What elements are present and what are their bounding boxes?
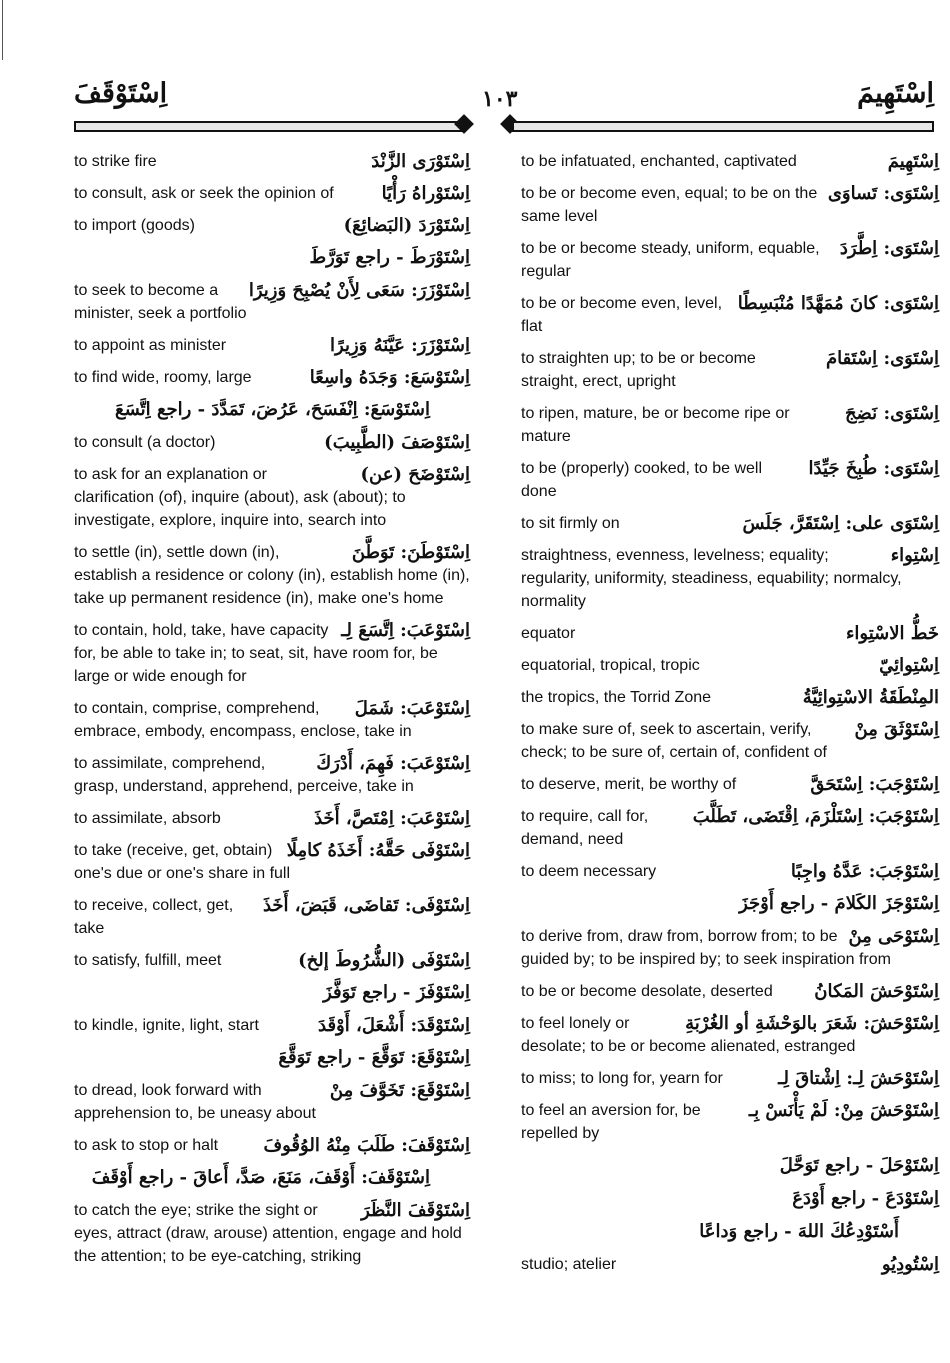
- dictionary-entry: [74, 839, 470, 885]
- arabic-headword: اِسْتَوَى: اِطَّرَدَ: [839, 238, 939, 259]
- dictionary-entry: [521, 686, 939, 709]
- dictionary-entry: [74, 1046, 470, 1070]
- english-definition: to be or become even, equal; to be on the same level: [521, 185, 818, 225]
- arabic-headword: اِسْتَوْطَنَ: تَوَطَّنَ: [351, 542, 470, 563]
- english-definition: to ripen, mature, be or become ripe or mature: [521, 405, 790, 445]
- arabic-headword: اِسْتَوْقَعَ: تَوَقَّعَ - راجع تَوَقَّعَ: [278, 1047, 470, 1068]
- arabic-headword: أَسْتَوْدِعُكَ اللهَ - راجع وَداعًا: [699, 1221, 899, 1242]
- english-definition: to consult (a doctor): [74, 434, 216, 451]
- english-definition: to receive, collect, get, take: [74, 897, 234, 937]
- arabic-headword: خَطُّ الاسْتِواء: [845, 623, 939, 644]
- dictionary-entry: [74, 619, 470, 688]
- english-definition: equatorial, tropical, tropic: [521, 657, 700, 674]
- english-definition: studio; atelier: [521, 1256, 617, 1273]
- english-definition: to feel lonely or desolate; to be or become alienated, estranged: [521, 1015, 856, 1055]
- dictionary-entry: [521, 773, 939, 796]
- arabic-headword: اِسْتَوْعَبَ: فَهِمَ، أَدْرَكَ: [316, 753, 470, 774]
- english-definition: to find wide, roomy, large: [74, 369, 252, 386]
- arabic-headword: اِسْتَوْجَبَ: اِسْتَحَقَّ: [810, 774, 939, 795]
- arabic-headword: اِسْتَوْجَبَ: عَدَّهُ واجِبًا: [790, 861, 939, 882]
- arabic-headword: اِسْتَوْحَلَ - راجع تَوَحَّلَ: [779, 1155, 939, 1176]
- dictionary-entry: [74, 246, 470, 270]
- arabic-headword: اِسْتَوْعَبَ: اِمْتَصَّ، أَخَذَ: [314, 808, 470, 829]
- dictionary-entry: [521, 805, 939, 851]
- arabic-headword: اِسْتَوْقَفَ: أَوْقَفَ، مَنَعَ، صَدَّ، أَعاقَ - راجع أَوْقَفَ: [91, 1167, 430, 1188]
- dictionary-entry: [74, 1134, 470, 1157]
- arabic-headword: اِسْتَوْجَزَ الكَلامَ - راجع أَوْجَزَ: [739, 893, 939, 914]
- english-definition: to seek to become a minister, seek a portfolio: [74, 282, 247, 322]
- english-definition: to settle (in), settle down (in), establish a residence or colony (in), establish home (in), take up permanent residence (in), make one's home: [74, 544, 470, 607]
- arabic-headword: اِسْتَوَى: نَضِجَ: [844, 403, 939, 424]
- dictionary-entry: [74, 807, 470, 830]
- english-definition: to assimilate, comprehend, grasp, understand, apprehend, perceive, take in: [74, 755, 414, 795]
- english-definition: equator: [521, 625, 576, 642]
- dictionary-entry: [74, 949, 470, 972]
- english-definition: to deem necessary: [521, 863, 657, 880]
- english-definition: to derive from, draw from, borrow from; to be guided by; to be inspired by; to seek inspiration from: [521, 928, 891, 968]
- english-definition: to straighten up; to be or become straight, erect, upright: [521, 350, 756, 390]
- dictionary-entry: [521, 182, 939, 228]
- arabic-headword: اِسْتَوَى على: اِسْتَقَرَّ، جَلَسَ: [742, 513, 939, 534]
- arabic-headword: اِسْتُودِيُو: [881, 1254, 939, 1275]
- english-definition: to feel an aversion for, be repelled by: [521, 1102, 701, 1142]
- dictionary-entry: [74, 398, 470, 422]
- english-definition: to make sure of, seek to ascertain, verify, check; to be sure of, certain of, confident of: [521, 721, 827, 761]
- binding-edge: [2, 0, 3, 60]
- arabic-headword: اِسْتَوْفَزَ - راجع تَوَفَّزَ: [323, 982, 470, 1003]
- dictionary-entry: [74, 279, 470, 325]
- arabic-headword: اِسْتَوْقَفَ النَّظَرَ: [361, 1200, 470, 1221]
- arabic-headword: اِسْتَوَى: طُبِخَ جَيِّدًا: [808, 458, 939, 479]
- arabic-headword: اِسْتَوْراهُ رَأْيًا: [381, 183, 470, 204]
- dictionary-entry: [74, 981, 470, 1005]
- dictionary-entry: [521, 860, 939, 883]
- english-definition: to require, call for, demand, need: [521, 808, 649, 848]
- arabic-headword: المِنْطَقَةُ الاسْتِوائِيَّةُ: [802, 687, 939, 708]
- dictionary-entry: [74, 1079, 470, 1125]
- english-definition: to kindle, ignite, light, start: [74, 1017, 259, 1034]
- dictionary-entry: [521, 1220, 939, 1244]
- arabic-headword: اِسْتَوَى: تَساوَى: [827, 183, 939, 204]
- dictionary-entry: [521, 150, 939, 173]
- dictionary-entry: [74, 752, 470, 798]
- arabic-headword: اِسْتَوَى: اِسْتَقامَ: [825, 348, 939, 369]
- dictionary-entry: [74, 214, 470, 237]
- right-guide-word: اِسْتَهِيمَ: [857, 78, 934, 109]
- arabic-headword: اِسْتَوْحَى مِنْ: [848, 926, 939, 947]
- dictionary-entry: [521, 457, 939, 503]
- arabic-headword: اِسْتِوائِيّ: [879, 655, 939, 676]
- left-guide-word: اِسْتَوْقَفَ: [74, 78, 168, 109]
- arabic-headword: اِسْتَوْثَقَ مِنْ: [854, 719, 939, 740]
- arabic-headword: اِسْتَوْعَبَ: اِتَّسَعَ لِـ: [341, 620, 470, 641]
- dictionary-entry: [74, 1014, 470, 1037]
- arabic-headword: اِسْتَوْقَعَ: تَخَوَّفَ مِنْ: [329, 1080, 470, 1101]
- dictionary-entry: [521, 292, 939, 338]
- dictionary-entry: [74, 334, 470, 357]
- english-definition: to be or become even, level, flat: [521, 295, 723, 335]
- english-definition: to be (properly) cooked, to be well done: [521, 460, 763, 500]
- arabic-headword: اِسْتَوْعَبَ: شَمَلَ: [354, 698, 470, 719]
- left-column: [74, 150, 470, 1277]
- english-definition: to sit firmly on: [521, 515, 620, 532]
- arabic-headword: اِسْتَوْجَبَ: اِسْتَلْزَمَ، اِقْتَضَى، تَطَلَّبَ: [692, 806, 939, 827]
- dictionary-entry: [521, 544, 939, 613]
- arabic-headword: اِسْتَوْضَحَ (عن): [360, 464, 470, 485]
- arabic-headword: اِسْتَوْحَشَ لِـ: اِشْتاقَ لِـ: [778, 1068, 939, 1089]
- dictionary-entry: [74, 366, 470, 389]
- dictionary-entry: [521, 1012, 939, 1058]
- arabic-headword: اِسْتَوْرَطَ - راجع تَوَرَّطَ: [309, 247, 470, 268]
- dictionary-entry: [521, 512, 939, 535]
- dictionary-entry: [521, 654, 939, 677]
- arabic-headword: اِسْتَوْقَفَ: طَلَبَ مِنْهُ الوُقُوفَ: [263, 1135, 470, 1156]
- english-definition: straightness, evenness, levelness; equality; regularity, uniformity, steadiness, equability; normalcy, normality: [521, 547, 902, 610]
- arabic-headword: اِسْتَوْدَعَ - راجع أَوْدَعَ: [792, 1188, 939, 1209]
- english-definition: to import (goods): [74, 217, 195, 234]
- dictionary-entry: [521, 925, 939, 971]
- arabic-headword: اِسْتَوْرَى الزَّنْدَ: [371, 151, 470, 172]
- arabic-headword: اِسْتَوْفَى: تَقاضَى، قَبَضَ، أَخَذَ: [262, 895, 470, 916]
- arabic-headword: اِسْتَوْقَدَ: أَشْعَلَ، أَوْقَدَ: [318, 1015, 470, 1036]
- english-definition: to satisfy, fulfill, meet: [74, 952, 222, 969]
- dictionary-entry: [521, 402, 939, 448]
- arabic-headword: اِسْتَوْزَرَ: سَعَى لِأَنْ يُصْبِحَ وَزِيرًا: [248, 280, 470, 301]
- english-definition: to be or become steady, uniform, equable, regular: [521, 240, 820, 280]
- header-rule-right: [512, 121, 934, 132]
- english-definition: to take (receive, get, obtain) one's due or one's share in full: [74, 842, 291, 882]
- dictionary-entry: [74, 1166, 470, 1190]
- english-definition: the tropics, the Torrid Zone: [521, 689, 712, 706]
- dictionary-entry: [521, 1253, 939, 1276]
- arabic-headword: اِسْتَوَى: كانَ مُمَهَّدًا مُنْبَسِطًا: [737, 293, 939, 314]
- dictionary-entry: [521, 1187, 939, 1211]
- dictionary-entry: [74, 541, 470, 610]
- english-definition: to catch the eye; strike the sight or eyes, attract (draw, arouse) attention, engage and hold the attention; to be eye-catching, striking: [74, 1202, 462, 1265]
- dictionary-entry: [521, 622, 939, 645]
- dictionary-entry: [521, 892, 939, 916]
- dictionary-entry: [521, 1154, 939, 1178]
- arabic-headword: اِسْتَوْفَى (الشُّرُوطَ إلخ): [298, 950, 470, 971]
- right-column: [521, 150, 939, 1285]
- dictionary-entry: [521, 1067, 939, 1090]
- arabic-headword: اِسْتَوْزَرَ: عَيَّنَهُ وَزِيرًا: [330, 335, 470, 356]
- english-definition: to contain, hold, take, have capacity for, be able to take in; to seat, sit, have room for, be large or wide enough for: [74, 622, 438, 685]
- arabic-headword: اِسْتَوْرَدَ (البَضائِعَ): [343, 215, 470, 236]
- english-definition: to dread, look forward with apprehension to, be uneasy about: [74, 1082, 316, 1122]
- english-definition: to deserve, merit, be worthy of: [521, 776, 737, 793]
- arabic-headword: اِسْتَوْحَشَ: شَعَرَ بالوَحْشَةِ أو الغُرْبَةِ: [685, 1013, 939, 1034]
- english-definition: to ask to stop or halt: [74, 1137, 219, 1154]
- english-definition: to miss; to long for, yearn for: [521, 1070, 723, 1087]
- arabic-headword: اِسْتَوْسَعَ: وَجَدَهُ واسِعًا: [309, 367, 470, 388]
- english-definition: to consult, ask or seek the opinion of: [74, 185, 334, 202]
- arabic-headword: اِسْتَوْفَى حَقَّهُ: أَخَذَهُ كامِلًا: [286, 840, 470, 861]
- dictionary-entry: [74, 431, 470, 454]
- dictionary-entry: [521, 347, 939, 393]
- dictionary-entry: [521, 718, 939, 764]
- dictionary-entry: [521, 237, 939, 283]
- arabic-headword: اِسْتِواء: [890, 545, 939, 566]
- header-rule-left: [74, 121, 466, 132]
- english-definition: to contain, comprise, comprehend, embrace, embody, encompass, enclose, take in: [74, 700, 412, 740]
- english-definition: to strike fire: [74, 153, 157, 170]
- arabic-headword: اِسْتَوْحَشَ المَكانُ: [814, 981, 939, 1002]
- english-definition: to assimilate, absorb: [74, 810, 221, 827]
- dictionary-entry: [74, 182, 470, 205]
- english-definition: to be or become desolate, deserted: [521, 983, 773, 1000]
- english-definition: to appoint as minister: [74, 337, 227, 354]
- arabic-headword: اِسْتَوْحَشَ مِنْ: لَمْ يَأْنَسْ بِـ: [748, 1100, 939, 1121]
- arabic-headword: اِسْتَهِيمَ: [887, 151, 939, 172]
- dictionary-entry: [74, 1199, 470, 1268]
- dictionary-entry: [74, 150, 470, 173]
- dictionary-entry: [74, 894, 470, 940]
- dictionary-entry: [74, 463, 470, 532]
- arabic-headword: اِسْتَوْسَعَ: اِنْفَسَحَ، عَرُضَ، تَمَدَّدَ - راجع اِتَّسَعَ: [115, 399, 430, 420]
- english-definition: to be infatuated, enchanted, captivated: [521, 153, 797, 170]
- dictionary-entry: [74, 697, 470, 743]
- arabic-headword: اِسْتَوْصَفَ (الطَّبِيبَ): [324, 432, 470, 453]
- english-definition: to ask for an explanation or clarification (of), inquire (about), ask (about); to investigate, explore, inquire into, search into: [74, 466, 406, 529]
- page-number: ١٠٣: [482, 86, 518, 112]
- dictionary-entry: [521, 980, 939, 1003]
- dictionary-entry: [521, 1099, 939, 1145]
